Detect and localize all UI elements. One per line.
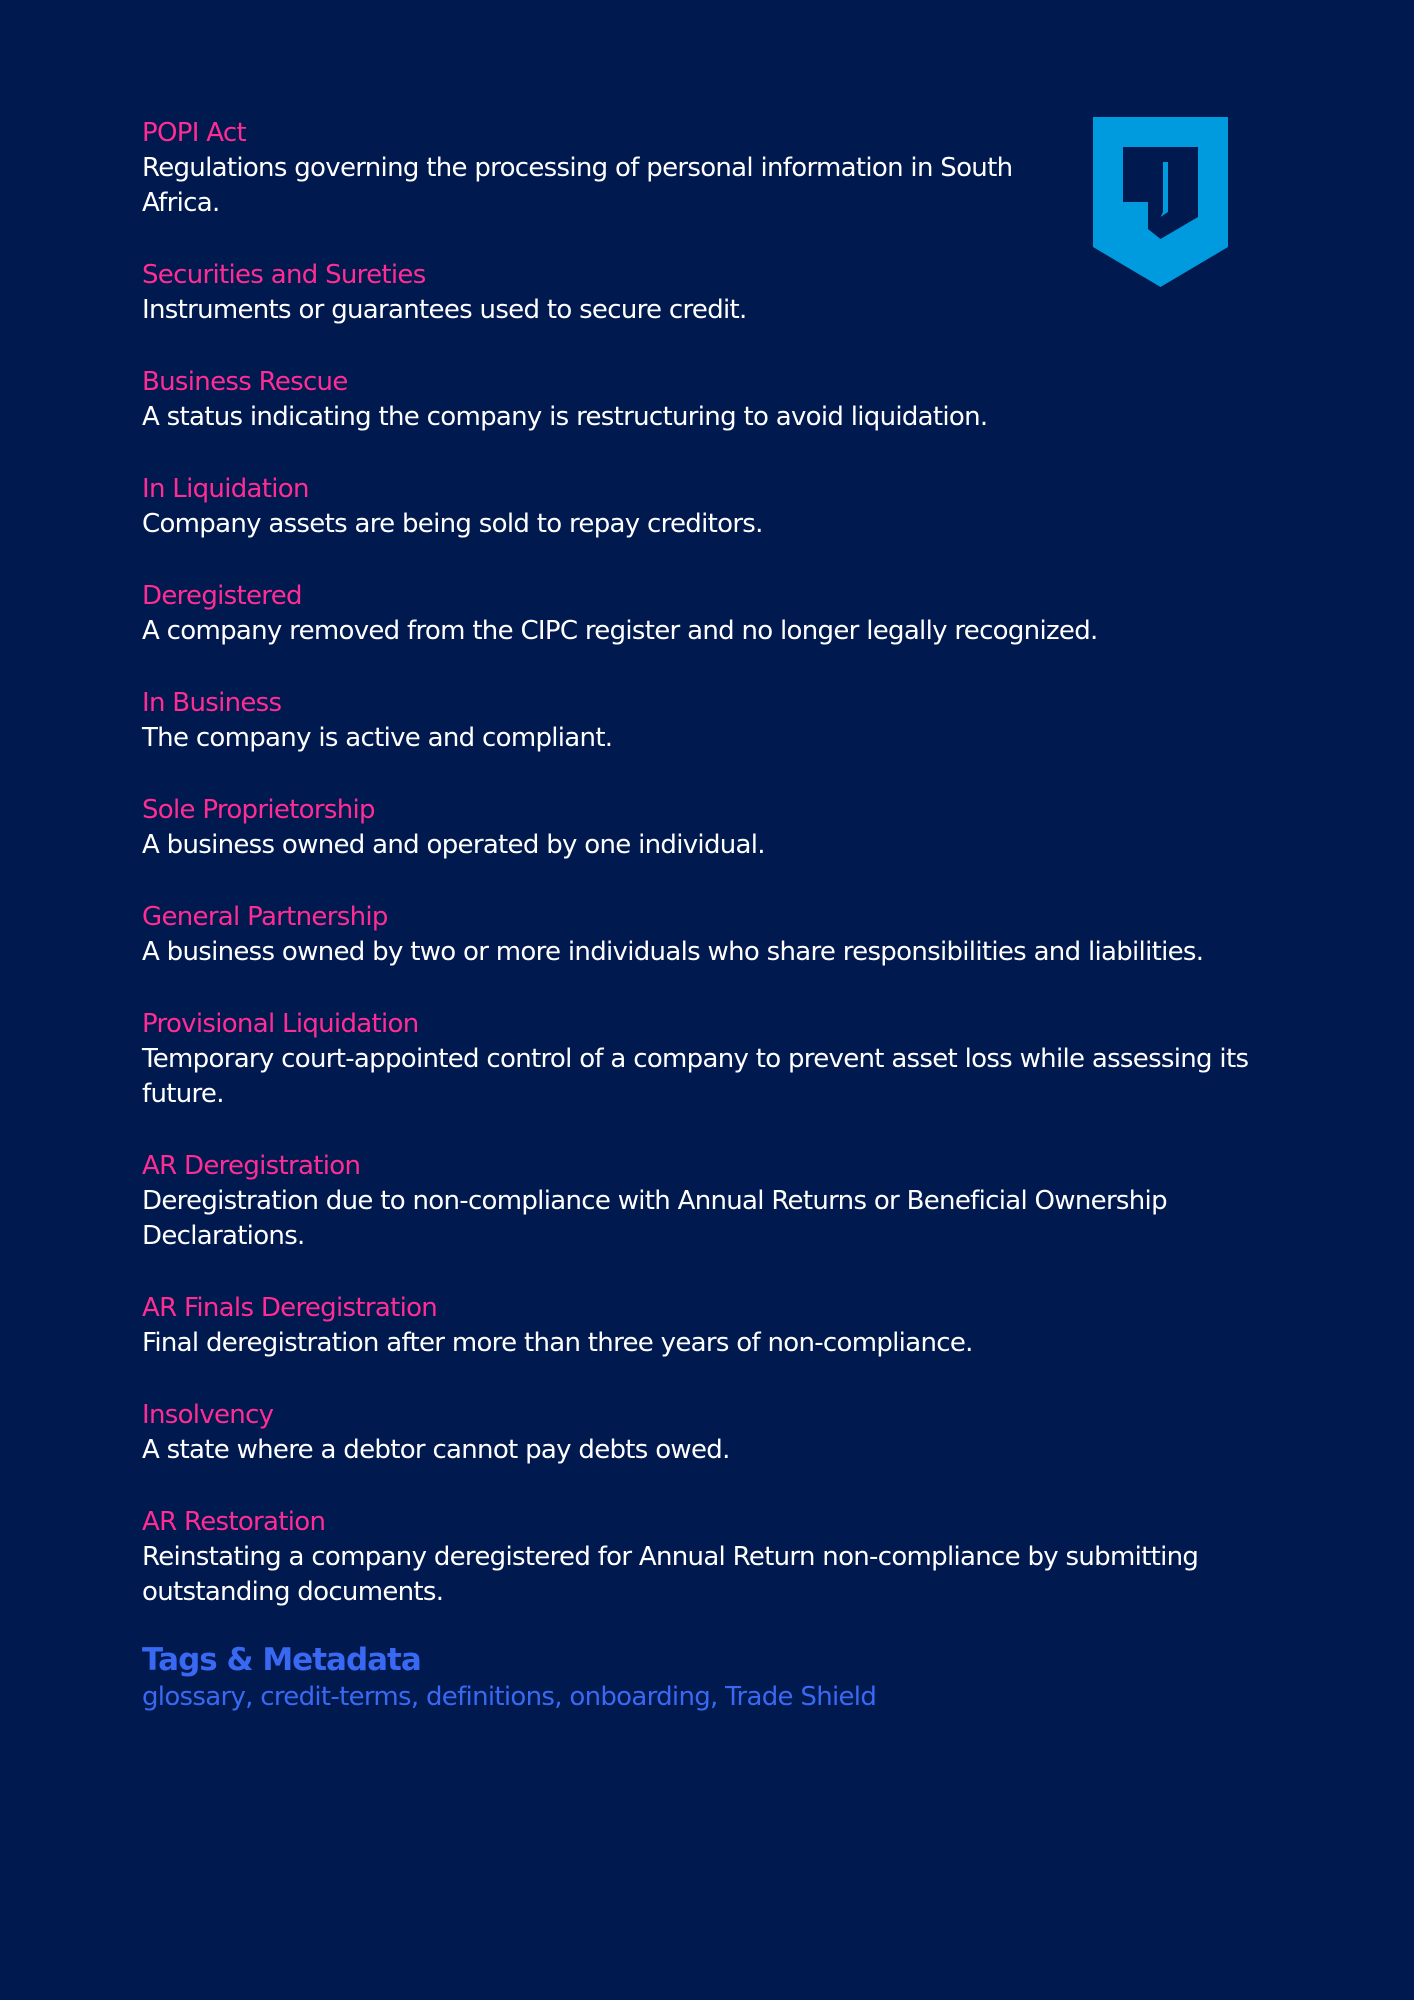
term-description: A status indicating the company is restructuring to avoid liquidation.: [142, 402, 988, 432]
term-description: Final deregistration after more than three years of non-compliance.: [142, 1328, 973, 1358]
term-description: Company assets are being sold to repay creditors.: [142, 509, 763, 539]
glossary-term: [142, 258, 1262, 328]
term-title: Insolvency: [142, 1400, 274, 1430]
term-description: A company removed from the CIPC register and no longer legally recognized.: [142, 616, 1098, 646]
glossary-term: [142, 1007, 1262, 1112]
glossary-term: [142, 116, 1262, 221]
term-title: AR Finals Deregistration: [142, 1293, 438, 1323]
glossary-term: [142, 365, 1262, 435]
tags-metadata-section: [142, 1640, 1262, 1714]
term-title: In Liquidation: [142, 474, 309, 504]
term-description: The company is active and compliant.: [142, 723, 613, 753]
tags-list: glossary, credit-terms, definitions, onboarding, Trade Shield: [142, 1682, 877, 1712]
term-description: Deregistration due to non-compliance with Annual Returns or Beneficial Ownership Declarations.: [142, 1186, 1167, 1251]
glossary-term: [142, 793, 1262, 863]
glossary-term: [142, 1398, 1262, 1468]
term-title: Provisional Liquidation: [142, 1009, 419, 1039]
glossary-list: [142, 116, 1262, 1610]
glossary-term: [142, 472, 1262, 542]
term-title: Sole Proprietorship: [142, 795, 375, 825]
term-description: A state where a debtor cannot pay debts owed.: [142, 1435, 730, 1465]
term-title: Deregistered: [142, 581, 302, 611]
term-description: Reinstating a company deregistered for Annual Return non-compliance by submitting outstanding documents.: [142, 1542, 1199, 1607]
term-description: Temporary court-appointed control of a company to prevent asset loss while assessing its future.: [142, 1044, 1249, 1109]
term-description: Regulations governing the processing of personal information in South Africa.: [142, 153, 1013, 218]
term-title: AR Restoration: [142, 1507, 326, 1537]
term-title: POPI Act: [142, 118, 246, 148]
glossary-term: [142, 1291, 1262, 1361]
term-title: In Business: [142, 688, 282, 718]
glossary-term: [142, 1149, 1262, 1254]
term-description: A business owned and operated by one individual.: [142, 830, 765, 860]
glossary-term: [142, 1505, 1262, 1610]
term-description: Instruments or guarantees used to secure credit.: [142, 295, 747, 325]
term-title: General Partnership: [142, 902, 388, 932]
term-title: Securities and Sureties: [142, 260, 426, 290]
glossary-term: [142, 900, 1262, 970]
term-title: AR Deregistration: [142, 1151, 361, 1181]
glossary-page: [142, 116, 1262, 1647]
term-description: A business owned by two or more individuals who share responsibilities and liabilities.: [142, 937, 1204, 967]
tags-metadata-heading: Tags & Metadata: [142, 1642, 421, 1678]
glossary-term: [142, 686, 1262, 756]
glossary-term: [142, 579, 1262, 649]
term-title: Business Rescue: [142, 367, 348, 397]
